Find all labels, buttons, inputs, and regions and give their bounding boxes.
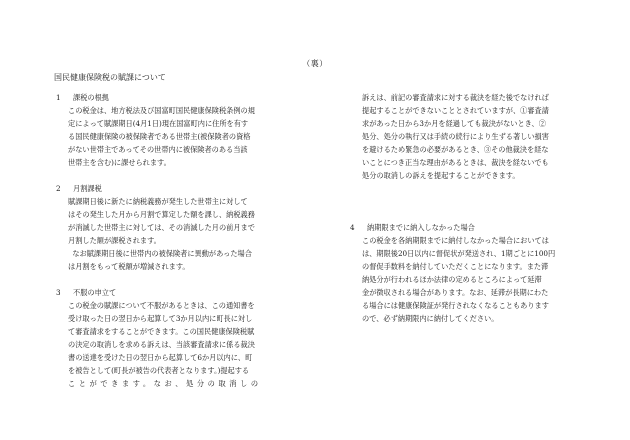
- section-taxation-basis: [56, 91, 304, 169]
- section-title: 不服の申立て: [73, 288, 117, 297]
- text-line: は月割をもって税額が増減されます。: [68, 262, 190, 271]
- text-line: る国民健康保険の被保険者である世帯主(被保険者の資格: [68, 132, 251, 141]
- section-title: 納期限までに納入しなかった場合: [367, 223, 475, 232]
- section-heading: [56, 182, 304, 195]
- text-line: て審査請求をすることができます。この国民健康保険税賦: [68, 327, 255, 336]
- reverse-side-label: （裏）: [302, 59, 328, 68]
- section-heading: [350, 221, 592, 234]
- text-line: ことができます。なお、処分の取消しの: [68, 379, 262, 388]
- section-number: 2: [56, 184, 61, 193]
- text-line: 求があった日から3か月を経過しても裁決がないとき、②: [362, 119, 546, 128]
- document-title: 国民健康保険税の賦課について: [54, 73, 166, 82]
- text-line: が消滅した世帯主に対しては、その消滅した月の前月まで: [68, 223, 255, 232]
- text-line: 納処分が行われるほか法律の定めるところによって延滞: [362, 275, 542, 284]
- text-line: 賦課期日後に新たに納税義務が発生した世帯主に対して: [68, 197, 248, 206]
- text-line: 訴えは、前記の審査請求に対する裁決を経た後でなければ: [362, 93, 549, 102]
- text-line: 金が徴収される場合があります。なお、延滞が長期にわた: [362, 288, 549, 297]
- section-body: [56, 195, 304, 273]
- section-number: 3: [56, 288, 61, 297]
- text-line: 月割した額が課税されます。: [68, 236, 161, 245]
- text-line: 世帯主を含む)に課せられます。: [68, 158, 171, 167]
- section-title: 月割課税: [73, 184, 102, 193]
- text-line: はその発生した月から月割で算定した額を課し、納税義務: [68, 210, 255, 219]
- text-line: なお賦課期日後に世帯内の被保険者に異動があった場合: [72, 249, 252, 258]
- section-title: 課税の根拠: [73, 93, 109, 102]
- section-monthly-taxation: [56, 182, 304, 273]
- section-body: [350, 234, 592, 325]
- text-line: いことにつき正当な理由があるときは、裁決を経ないでも: [362, 158, 549, 167]
- text-line: 処分の取消しの訴えを提起することができます。: [362, 171, 520, 180]
- text-line: この税金の賦課について不服があるときは、この通知書を: [68, 301, 255, 310]
- section-number: 1: [56, 93, 61, 102]
- left-column: [56, 91, 304, 390]
- section-number: 4: [350, 223, 355, 232]
- text-line: の督促手数料を納付していただくことになります。また滞: [362, 262, 549, 271]
- text-line: は、期限後20日以内に督促状が発送され、1期ごとに100円: [362, 249, 556, 258]
- text-line: 受け取った日の翌日から起算して3か月以内に町長に対し: [68, 314, 253, 323]
- section-objection-continued: [350, 91, 592, 182]
- text-line: を被告として(町長が被告の代表者となります。)提起する: [68, 366, 250, 375]
- text-line: がない世帯主であってその世帯内に被保険者のある当該: [68, 145, 248, 154]
- text-line: を避けるため緊急の必要があるとき、③その他裁決を経な: [362, 145, 549, 154]
- text-line: 定によって賦課期日(4月1日)現在国富町内に住所を有す: [68, 119, 249, 128]
- section-objection: [56, 286, 304, 390]
- section-heading: [56, 91, 304, 104]
- text-line: ので、必ず納期限内に納付してください。: [362, 314, 499, 323]
- section-body: [56, 299, 304, 390]
- section-late-payment: [350, 221, 592, 325]
- section-body: [56, 104, 304, 169]
- section-heading: [56, 286, 304, 299]
- text-line: 書の送達を受けた日の翌日から起算して6か月以内に、町: [68, 353, 253, 362]
- text-line: 処分、処分の執行又は手続の続行により生ずる著しい損害: [362, 132, 549, 141]
- text-line: 提起することができないこととされていますが、①審査請: [362, 106, 549, 115]
- text-line: る場合には健康保険証が発行されなくなることもあります: [362, 301, 549, 310]
- section-body: [350, 91, 592, 182]
- text-line: の決定の取消しを求める訴えは、当該審査請求に係る裁決: [68, 340, 255, 349]
- text-line: この税金を各納期限までに納付しなかった場合においては: [362, 236, 549, 245]
- text-line: この税金は、地方税法及び国富町国民健康保険税条例の規: [68, 106, 255, 115]
- right-column: [350, 91, 592, 325]
